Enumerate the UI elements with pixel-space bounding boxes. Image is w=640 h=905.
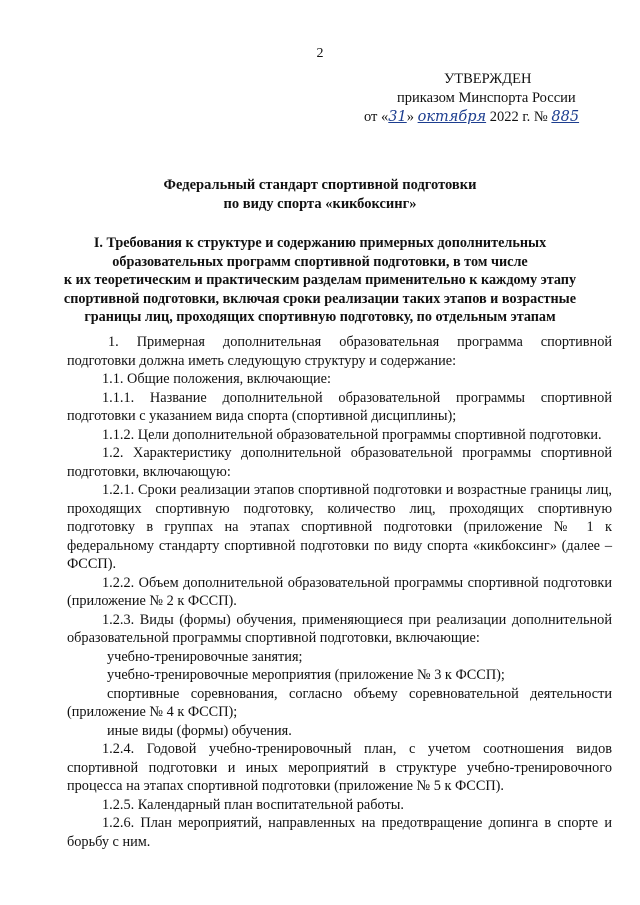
approval-date-prefix: от « [364,109,389,125]
body-paragraph: 1. Примерная дополнительная образовательная программа спортивной подготовки должна иметь следующую структуру и содержание: [67,334,612,369]
section-heading [40,234,600,327]
body-paragraph: 1.2.4. Годовой учебно-тренировочный план, с учетом соотношения видов спортивной подготовки и иных мероприятий в структуре учебно-тренировочного процесса на этапах спортивной подготовки (приложение № 5 к ФССП). [67,741,612,794]
approval-number: 885 [551,109,580,125]
document-title-line: Федеральный стандарт спортивной подготовки [163,177,477,193]
body-paragraph: 1.1.1. Название дополнительной образовательной программы спортивной подготовки с указанием вида спорта (спортивной дисциплины); [67,389,612,424]
body-paragraph: учебно-тренировочные занятия; [107,648,303,665]
body-paragraph: 1.2.3. Виды (формы) обучения, применяющиеся при реализации дополнительной образовательной программы спортивной подготовки, включающие: [67,611,612,646]
body-paragraph: спортивные соревнования, согласно объему соревновательной деятельности (приложение № 4 к ФССП); [67,685,612,720]
approval-day: 31 [388,109,407,125]
document-title-line: по виду спорта «кикбоксинг» [223,196,417,212]
section-heading-line: спортивной подготовки, включая сроки реализации таких этапов и возрастные [63,290,577,307]
body-paragraph: иные виды (формы) обучения. [107,722,292,739]
body-paragraph: 1.2.6. План мероприятий, направленных на предотвращение допинга в спорте и борьбу с ним. [67,815,612,850]
body-paragraph: 1.2. Характеристику дополнительной образовательной программы спортивной подготовки, включающую: [67,445,612,480]
section-heading-line: границы лиц, проходящих спортивную подготовку, по отдельным этапам [84,309,556,326]
approval-order-line: приказом Минспорта России [397,90,576,106]
approval-date-mid: » [406,109,414,125]
body-paragraph: учебно-тренировочные мероприятия (приложение № 3 к ФССП); [107,667,505,683]
document-body [67,333,612,851]
body-paragraph: 1.1. Общие положения, включающие: [102,371,331,387]
page-number: 2 [316,46,324,61]
document-title [0,176,640,214]
body-paragraph: 1.2.1. Сроки реализации этапов спортивной подготовки и возрастные границы лиц, проходящих спортивную подготовку, количество лиц, проходящих спортивную подготовку в группах на этапах спортивной подготовки (приложение № 1 к федеральному стандарту спортивной подготовки по виду спорта «кикбоксинг» (далее – ФССП). [67,482,612,572]
section-heading-line: образовательных программ спортивной подготовки, в том числе [112,253,528,270]
approval-year: 2022 г. № [489,109,548,125]
approval-date-line [364,108,579,127]
section-heading-line: I. Требования к структуре и содержанию примерных дополнительных [93,235,547,251]
approval-month: октября [417,109,487,125]
body-paragraph: 1.1.2. Цели дополнительной образовательной программы спортивной подготовки. [102,426,602,443]
section-heading-line: к их теоретическим и практическим разделам применительно к каждому этапу [63,272,577,289]
approval-title: УТВЕРЖДЕН [444,71,532,87]
body-paragraph: 1.2.5. Календарный план воспитательной работы. [102,796,404,813]
body-paragraph: 1.2.2. Объем дополнительной образовательной программы спортивной подготовки (приложение № 2 к ФССП). [67,574,612,609]
